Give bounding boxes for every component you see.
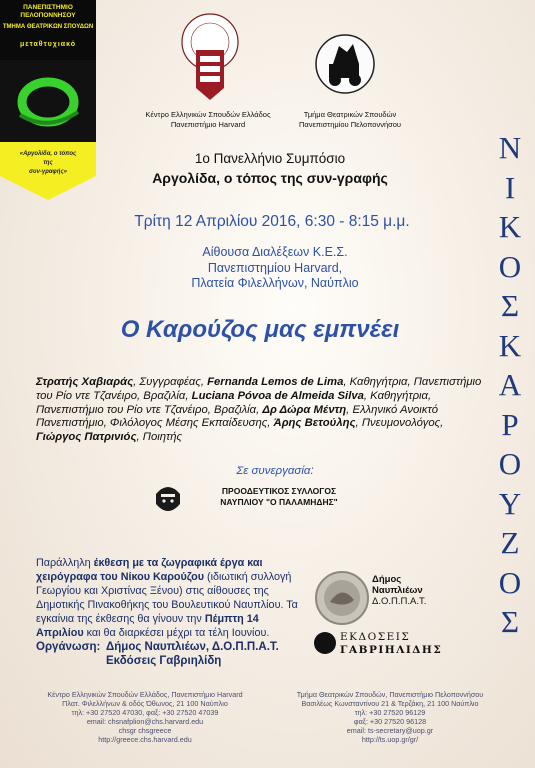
banner-postgrad: μεταθτυχιακό xyxy=(19,41,77,48)
publisher-name: ΕΚΔΟΣΕΙΣ ΓΑΒΡΙΗΛΙΔΗΣ xyxy=(340,631,443,656)
palamidis-logo xyxy=(150,480,186,520)
municipality-name: Δήμος Ναυπλιέων Δ.Ο.Π.Π.Α.Τ. xyxy=(372,574,427,607)
banner-department: ΤΜΗΜΑ ΘΕΑΤΡΙΚΩΝ ΣΠΟΥΔΩΝ xyxy=(2,24,94,30)
palamidis-name: ΠΡΟΟΔΕΥΤΙΚΟΣ ΣΥΛΛΟΓΟΣ ΝΑΥΠΛΙΟΥ "Ο ΠΑΛΑΜΗΔΗΣ" xyxy=(220,486,338,507)
harvard-caption: Κέντρο Ελληνικών Σπουδών Ελλάδος Πανεπιστήμιο Harvard xyxy=(145,110,271,129)
banner-image xyxy=(0,60,96,142)
exhibition-text: Παράλληλη έκθεση με τα ζωγραφικά έργα και χειρόγραφα του Νίκου Καρούζου (ιδιωτική συλλογή Γεωργίου και Χριστίνας Ξένου) στις αίθουσες της Δημοτικής Πινακοθήκης του Βουλευτικού Ναυπλίου. Τα εγκαίνια της έκθεσης θα γίνουν την Πέμπτη 14 Απριλίου και θα διαρκέσει μέχρι τα τέλη Ιουνίου. xyxy=(36,557,298,639)
footer-uop-contact: Τμήμα Θεατρικών Σπουδών, Πανεπιστήμιο Πελοποννήσου Βασιλέως Κωνσταντίνου 21 & Τερζάκη, 21 100 Ναύπλιο τηλ: +30 27520 96129 φαξ: +30 27520 96128 email: ts-secretary@uop.gr http://ts.uop.gr/gr/ xyxy=(296,690,484,744)
venue: Αίθουσα Διαλέξεων Κ.Ε.Σ. Πανεπιστημίου Harvard, Πλατεία Φιλελλήνων, Ναύπλιο xyxy=(191,245,359,290)
municipality-logo xyxy=(312,568,372,628)
green-ring-icon xyxy=(0,60,96,142)
symposium-theme: Αργολίδα, ο τόπος της συν-γραφής xyxy=(152,170,388,186)
banner-slogan: «Αργολίδα, ο τόπος της συν-γραφής» xyxy=(19,151,77,175)
uop-seal xyxy=(313,22,377,106)
banner-region: ΠΕΛΟΠΟΝΝΗΣΟΥ xyxy=(20,12,76,19)
banner-university: ΠΑΝΕΠΙΣΤΗΜΙΟ xyxy=(23,4,73,11)
symposium-label: 1ο Πανελλήνιο Συμπόσιο xyxy=(194,151,346,166)
warrior-head-icon xyxy=(150,480,186,520)
uop-caption: Τμήμα Θεατρικών Σπουδών Πανεπιστημίου Πελοποννήσου xyxy=(298,110,402,129)
ancient-coin-icon xyxy=(312,568,372,628)
event-date: Τρίτη 12 Απριλίου 2016, 6:30 - 8:15 μ.μ. xyxy=(134,213,410,230)
vertical-poet-name: Ν Ι Κ Ο Σ Κ Α Ρ Ο Υ Ζ Ο Σ xyxy=(498,130,522,639)
cooperation-label: Σε συνεργασία: xyxy=(236,465,314,477)
chariot-coin-icon xyxy=(313,22,377,106)
harvard-shield-icon xyxy=(180,10,240,102)
footer-harvard-contact: Κέντρο Ελληνικών Σπουδών Ελλάδος, Πανεπιστήμιο Harvard Πλατ. Φιλελλήνων & οδός Όθωνος, 21 100 Ναύπλιο τηλ: +30 27520 47030, φαξ: +30 27520 47039 email: chsnafplion@chs.harvard.edu chsgr chsgreece http://greece.chs.harvard.edu xyxy=(47,690,243,744)
harvard-seal xyxy=(180,10,240,105)
speakers-list: Στρατής Χαβιαράς, Συγγραφέας, Fernanda Lemos de Lima, Καθηγήτρια, Πανεπιστήμιο του Ρίο ντε Τζανέιρο, Βραζιλία, Luciana Póvoa de Almeida Silva, Καθηγήτρια, Πανεπιστήμιο του Ρίο ντε Τζανέιρο, Βραζιλία, Δρ Δώρα Μέντη, Ελληνικό Ανοικτό Πανεπιστήμιο, Φιλόλογος Μέσης Εκπαίδευσης, Άρης Βετούλης, Πνευμονολόγος, Γιώργος Πατρινιός, Ποιητής xyxy=(36,376,482,444)
event-title: Ο Καρούζος μας εμπνέει xyxy=(120,316,400,343)
organizers: Οργάνωση: Δήμος Ναυπλιέων, Δ.Ο.Π.Π.Α.Τ. Εκδόσεις Γαβριηλίδη xyxy=(36,641,279,667)
publisher-logo-icon xyxy=(314,632,336,654)
